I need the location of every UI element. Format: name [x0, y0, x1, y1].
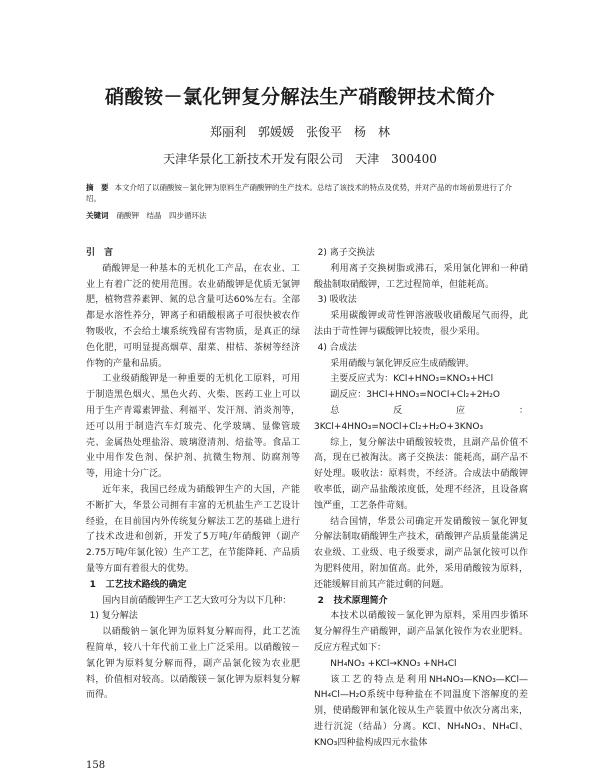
section-title: 技术原理简介 [333, 595, 388, 606]
paragraph: 采用硝酸与氯化钾反应生成硝酸钾。 [330, 358, 475, 369]
paragraph: 近年来，我国已经成为硝酸钾生产的大国，产能不断扩大，华景公司拥有丰富的无机盐生产工艺设计经验，在目前国内外传统复分解法工艺的基础上进行了技术改进和创新，开发了5万吨/年硝酸钾（副产2.75万吨/年氯化铵）生产工艺，在节能降耗、产品质量等方面有着很大的优势。 [86, 484, 300, 574]
section-number: 1 [89, 579, 96, 590]
paragraph: 硝酸钾是一种基本的无机化工产品，在农业、工业上有着广泛的使用范围。农业硝酸钾是优质无氯钾肥，植物营养素钾、氮的总含量可达60%左右。全部都是水溶性养分，钾离子和硝酸根离子可很快被农作物吸收，不会给土壤系统残留有害物质，是真正的绿色化肥，可明显提高烟草、甜菜、柑桔、茶树等经济作物的产量和品质。 [86, 263, 300, 369]
keywords-text: 硝酸钾 结晶 四步循环法 [116, 211, 207, 220]
affiliation: 天津华景化工新技术开发有限公司 天津 300400 [163, 152, 437, 166]
abstract-text: 本文介绍了以硝酸铵－氯化钾为原料生产硝酸钾的生产技术。总结了该技术的特点及优势，并对产品的市场前景进行了介绍。 [86, 183, 512, 203]
paragraph: NH₄NO₃ +KCl→KNO₃ +NH₄Cl [330, 658, 457, 669]
paragraph: 副反应：3HCl+HNO₃=NOCl+Cl₂+2H₂O [330, 390, 501, 401]
paragraph: 本技术以硝酸铵－氯化钾为原料，采用四步循环复分解得生产硝酸钾，副产品氯化铵作为农业肥料。反应方程式如下： [314, 611, 528, 653]
section-title: 工艺技术路线的确定 [105, 579, 187, 590]
paragraph: 采用碳酸钾或苛性钾溶液吸收硝酸尾气而得，此法由于苛性钾与碳酸钾比较贵，很少采用。 [314, 311, 528, 337]
right-column [314, 246, 528, 752]
abstract [86, 182, 526, 204]
keywords-label: 关键词 [86, 211, 109, 220]
paragraph: 利用离子交换树脂或沸石，采用氯化钾和一种硝酸盐制取硝酸钾，工艺过程简单，但能耗高。 [314, 263, 528, 290]
section-heading [86, 578, 300, 594]
paragraph: 国内目前硝酸钾生产工艺大致可分为以下几种： [102, 595, 292, 606]
section-number: 2 [317, 595, 324, 606]
subsection-heading: 1) 复分解法 [89, 611, 138, 622]
subsection-heading: 2) 离子交换法 [317, 248, 375, 258]
paragraph: 以硝酸钠－氯化钾为原料复分解而得，此工艺流程简单，较八十年代前工业上广泛采用。以硝酸铵－氯化钾为原料复分解而得，副产品氯化铵为农业肥料，价值相对较高。以硝酸镁－氯化钾为原料复分解而得。 [86, 627, 300, 701]
subsection-heading: 4) 合成法 [317, 342, 357, 353]
paragraph: 综上，复分解法中硝酸铵较贵，且副产品价值不高，现在已被淘汰。离子交换法：能耗高，副产品不好处理。吸收法：原料贵，不经济。合成法中硝酸钾收率低，副产品盐酸浓度低，处理不经济，且设备腐蚀严重，工艺条件苛刻。 [314, 437, 528, 511]
paragraph: 主要反应式为：KCl+HNO₃=KNO₃+HCl [330, 374, 494, 385]
paragraph: 该工艺的特点是利用NH₄NO₃—KNO₃—KCl—NH₄Cl—H₂O系统中每种盐在不同温度下溶解度的差别，使硝酸钾和氯化铵从生产装置中依次分离出来，进行沉淀（结晶）分离。KCl、NH₄NO₃、NH₄Cl、KNO₃四种盐构成四元水盐体 [314, 674, 528, 748]
paragraph: 结合国情，华景公司确定开发硝酸铵－氯化钾复分解法制取硝酸钾生产技术，硝酸钾产品质量能满足农业级、工业级、电子级要求，副产品氯化铵可以作为肥料使用，附加值高。此外，采用硝酸铵为原料，还能缓解目前其产能过剩的问题。 [314, 516, 528, 590]
section-heading [314, 594, 528, 610]
page-number: 158 [86, 760, 106, 771]
left-column [86, 246, 300, 704]
paragraph: 总反应：3KCl+4HNO₃=NOCl+Cl₂+H₂O+3KNO₃ [314, 405, 528, 432]
paper-title: 硝酸铵－氯化钾复分解法生产硝酸钾技术简介 [104, 86, 495, 108]
section-heading: 引 言 [86, 248, 114, 258]
subsection-heading: 3) 吸收法 [317, 295, 357, 306]
keywords [86, 210, 526, 221]
abstract-label: 摘 要 [86, 183, 109, 192]
paragraph: 工业级硝酸钾是一种重要的无机化工原料，可用于制造黑色烟火、黑色火药、火柴、医药工业上可以用于生产青霉素钾盐、利福平、发汗剂、消炎剂等，还可以用于制造汽车灯玻壳、化学玻璃、显像管玻壳、金属热处理盐浴、玻璃澄清剂、焙盐等。食品工业中用作发色剂、保护剂、抗微生物剂、防腐剂等等，用途十分广泛。 [86, 374, 300, 480]
authors: 郑丽利 郭媛媛 张俊平 杨 林 [209, 125, 390, 139]
